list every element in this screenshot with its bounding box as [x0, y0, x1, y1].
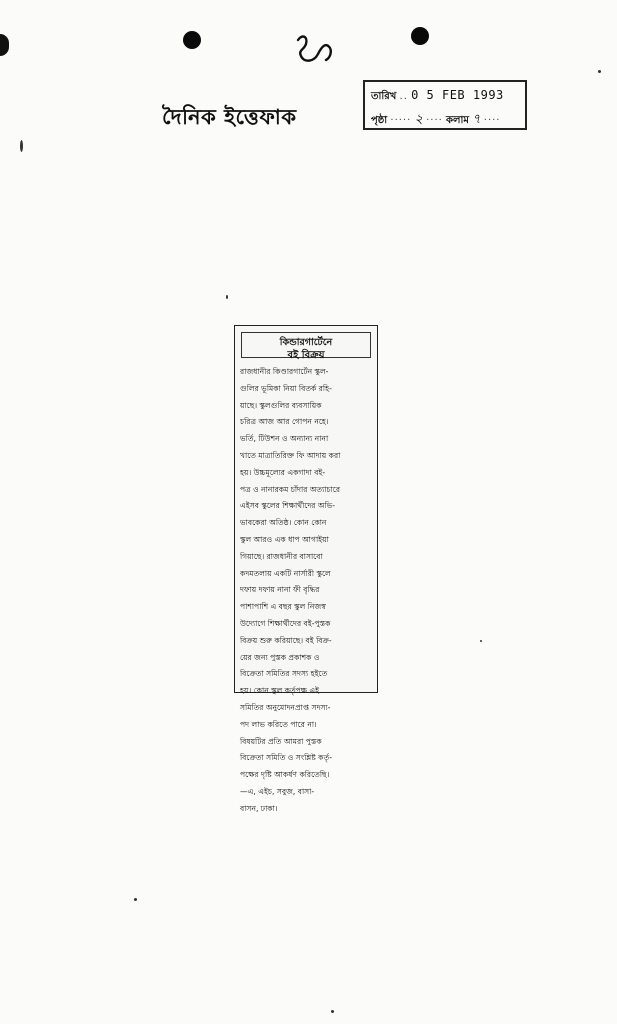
stamp-column-label: কলাম — [446, 115, 469, 126]
clipping-text-line: গুলির ভূমিকা নিয়া বিতর্ক রহি- — [240, 383, 332, 393]
punch-hole-left — [183, 31, 201, 49]
stamp-date-row: তারিখ .. 0 5 FEB 1993 — [371, 88, 504, 102]
clipping-text-line: পাশাপাশি এ বছর স্কুল নিজস্ব — [240, 602, 326, 612]
clipping-text-line: বিক্রেতা সমিতি ও সংশ্লিষ্ট কর্তৃ- — [240, 753, 332, 763]
speck — [480, 640, 482, 642]
clipping-text-line: য়ের জন্য পুস্তক প্রকাশক ও — [240, 652, 320, 662]
stamp-page-value: ২ — [414, 112, 423, 127]
clipping-text-line: স্কুল আরও এক ধাপ আগাইয়া — [240, 534, 329, 544]
clipping-text-line: সমিতির অনুমোদনপ্রাপ্ত সদস্য- — [240, 702, 331, 712]
stamp-column-value: ৭ — [472, 112, 481, 127]
stamp-date-value: 0 5 FEB 1993 — [411, 88, 504, 102]
clipping-text-line: হয়। কোন স্কুল কর্তৃপক্ষ এই — [240, 686, 320, 696]
clipping-text-line: কদমতলায় একটি নার্সারী স্কুলে — [240, 568, 331, 578]
clipping-text-line: রাজধানীর কিণ্ডারগার্টেন স্কুল- — [240, 367, 329, 376]
speck — [134, 898, 137, 901]
clipping-text-line: খাতে মাত্রাতিরিক্ত ফি আদায় করা — [240, 450, 341, 460]
handwritten-page-number — [292, 32, 334, 66]
speck — [598, 70, 601, 73]
clipping-text-line: দফায় দফায় নানা ফী বৃদ্ধির — [240, 585, 320, 595]
clipping-text-line: —এ, এইচ, সবুজ, বাসা- — [240, 786, 315, 796]
clipping-text-line: হয়। উচ্চমূল্যের একগাদা বই- — [240, 467, 326, 477]
stamp-page-row: পৃষ্ঠা ····· ২ ···· কলাম ৭ ···· — [371, 112, 501, 127]
newspaper-name: দৈনিক ইত্তেফাক — [162, 105, 297, 129]
clipping-text-line: য়াছে। স্কুলগুলির ব্যবসায়িক — [240, 400, 322, 410]
clipping-text-line: উদ্যোগে শিক্ষার্থীদের বই-পুস্তক — [240, 618, 331, 628]
clipping-text-line: বিষয়টির প্রতি আমরা পুস্তক — [240, 736, 322, 746]
clipping-text-line: গিয়াছে। রাজধানীর বাসাবো — [240, 551, 323, 561]
clipping-text-line: ভর্তি, টিউশন ও অন্যান্য নানা — [240, 434, 329, 444]
stamp-page-label: পৃষ্ঠা — [371, 115, 388, 126]
clipping-text-line: চরিত্র আজ আর গোপন নহে। — [240, 417, 329, 427]
edge-mark — [0, 34, 9, 56]
clipping-text-line: পত্র ও নানারকম চাঁদার অত্যাচারে — [240, 484, 341, 494]
archive-stamp — [363, 80, 527, 130]
punch-hole-right — [411, 27, 429, 45]
clipping-headline-line1: কিন্ডারগার্টেনে — [279, 337, 333, 348]
clipping-text-line: বাসন, ঢাকা। — [240, 803, 278, 813]
speck — [20, 140, 23, 152]
clipping-text-line: পদ লাভ করিতে পারে না। — [240, 719, 317, 729]
speck — [331, 1010, 334, 1013]
speck — [226, 295, 228, 299]
clipping-headline-line2: বই বিক্রয় — [287, 350, 325, 361]
clipping-headline-box — [241, 332, 371, 361]
stamp-date-label: তারিখ — [371, 91, 397, 102]
clipping-text-line: বিক্রেতা সমিতির সদস্য হইতে — [240, 669, 328, 679]
clipping-text-line: বিক্রয় শুরু করিয়াছে। বই বিক্র- — [240, 635, 332, 645]
clipping-text-line: এইসব স্কুলের শিক্ষার্থীদের অভি- — [240, 501, 336, 511]
clipping-text-line: পক্ষের দৃষ্টি আকর্ষণ করিতেছি। — [240, 770, 330, 780]
clipping-text-line: ভাবকেরা অতিষ্ঠ। কোন কোন — [240, 518, 327, 528]
clipping-body — [240, 364, 374, 818]
newspaper-clipping — [234, 325, 378, 813]
